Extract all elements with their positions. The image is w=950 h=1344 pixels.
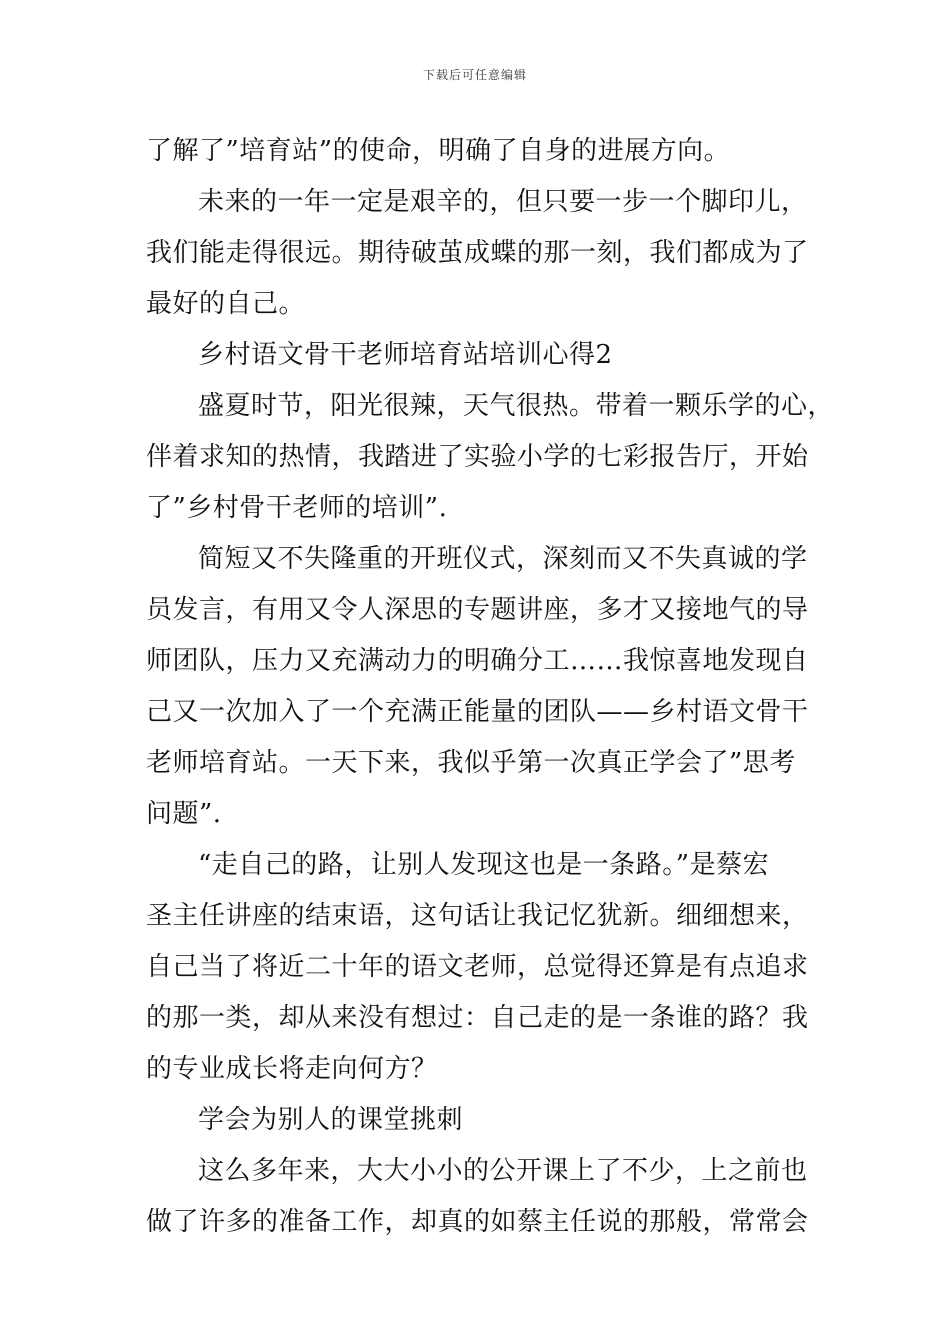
- text-line: 了”乡村骨干老师的培训”.: [146, 493, 448, 523]
- text-line: 己又一次加入了一个充满正能量的团队——乡村语文骨干: [146, 697, 809, 727]
- section-heading: 乡村语文骨干老师培育站培训心得2: [198, 340, 613, 370]
- text-line: 盛夏时节，阳光很辣，天气很热。带着一颗乐学的心，: [198, 391, 835, 421]
- text-line: 做了许多的准备工作，却真的如蔡主任说的那般，常常会: [146, 1207, 809, 1237]
- document-body: [146, 126, 835, 1248]
- text-line: 伴着求知的热情，我踏进了实验小学的七彩报告厅，开始: [146, 442, 809, 472]
- text-line: 这么多年来，大大小小的公开课上了不少，上之前也: [198, 1156, 808, 1186]
- text-line: 最好的自己。: [146, 289, 306, 319]
- text-line: 未来的一年一定是艰辛的，但只要一步一个脚印儿，: [198, 187, 808, 217]
- text-line: 员发言，有用又令人深思的专题讲座，多才又接地气的导: [146, 595, 809, 625]
- text-line: 的那一类，却从来没有想过：自己走的是一条谁的路？我: [146, 1003, 809, 1033]
- text-line: 简短又不失隆重的开班仪式，深刻而又不失真诚的学: [198, 544, 808, 574]
- text-line: 了解了”培育站”的使命，明确了自身的进展方向。: [146, 136, 731, 166]
- text-line: 的专业成长将走向何方？: [146, 1054, 438, 1084]
- section-heading: 学会为别人的课堂挑刺: [198, 1105, 464, 1135]
- text-line: 师团队，压力又充满动力的明确分工……我惊喜地发现自: [146, 646, 809, 676]
- text-line: “走自己的路，让别人发现这也是一条路。”是蔡宏: [198, 850, 770, 880]
- text-line: 圣主任讲座的结束语，这句话让我记忆犹新。细细想来，: [146, 901, 809, 931]
- text-line: 我们能走得很远。期待破茧成蝶的那一刻，我们都成为了: [146, 238, 809, 268]
- page-header: 下载后可任意编辑: [422, 68, 527, 82]
- text-line: 问题”.: [146, 799, 222, 829]
- text-line: 老师培育站。一天下来，我似乎第一次真正学会了”思考: [146, 748, 796, 778]
- text-line: 自己当了将近二十年的语文老师，总觉得还算是有点追求: [146, 952, 809, 982]
